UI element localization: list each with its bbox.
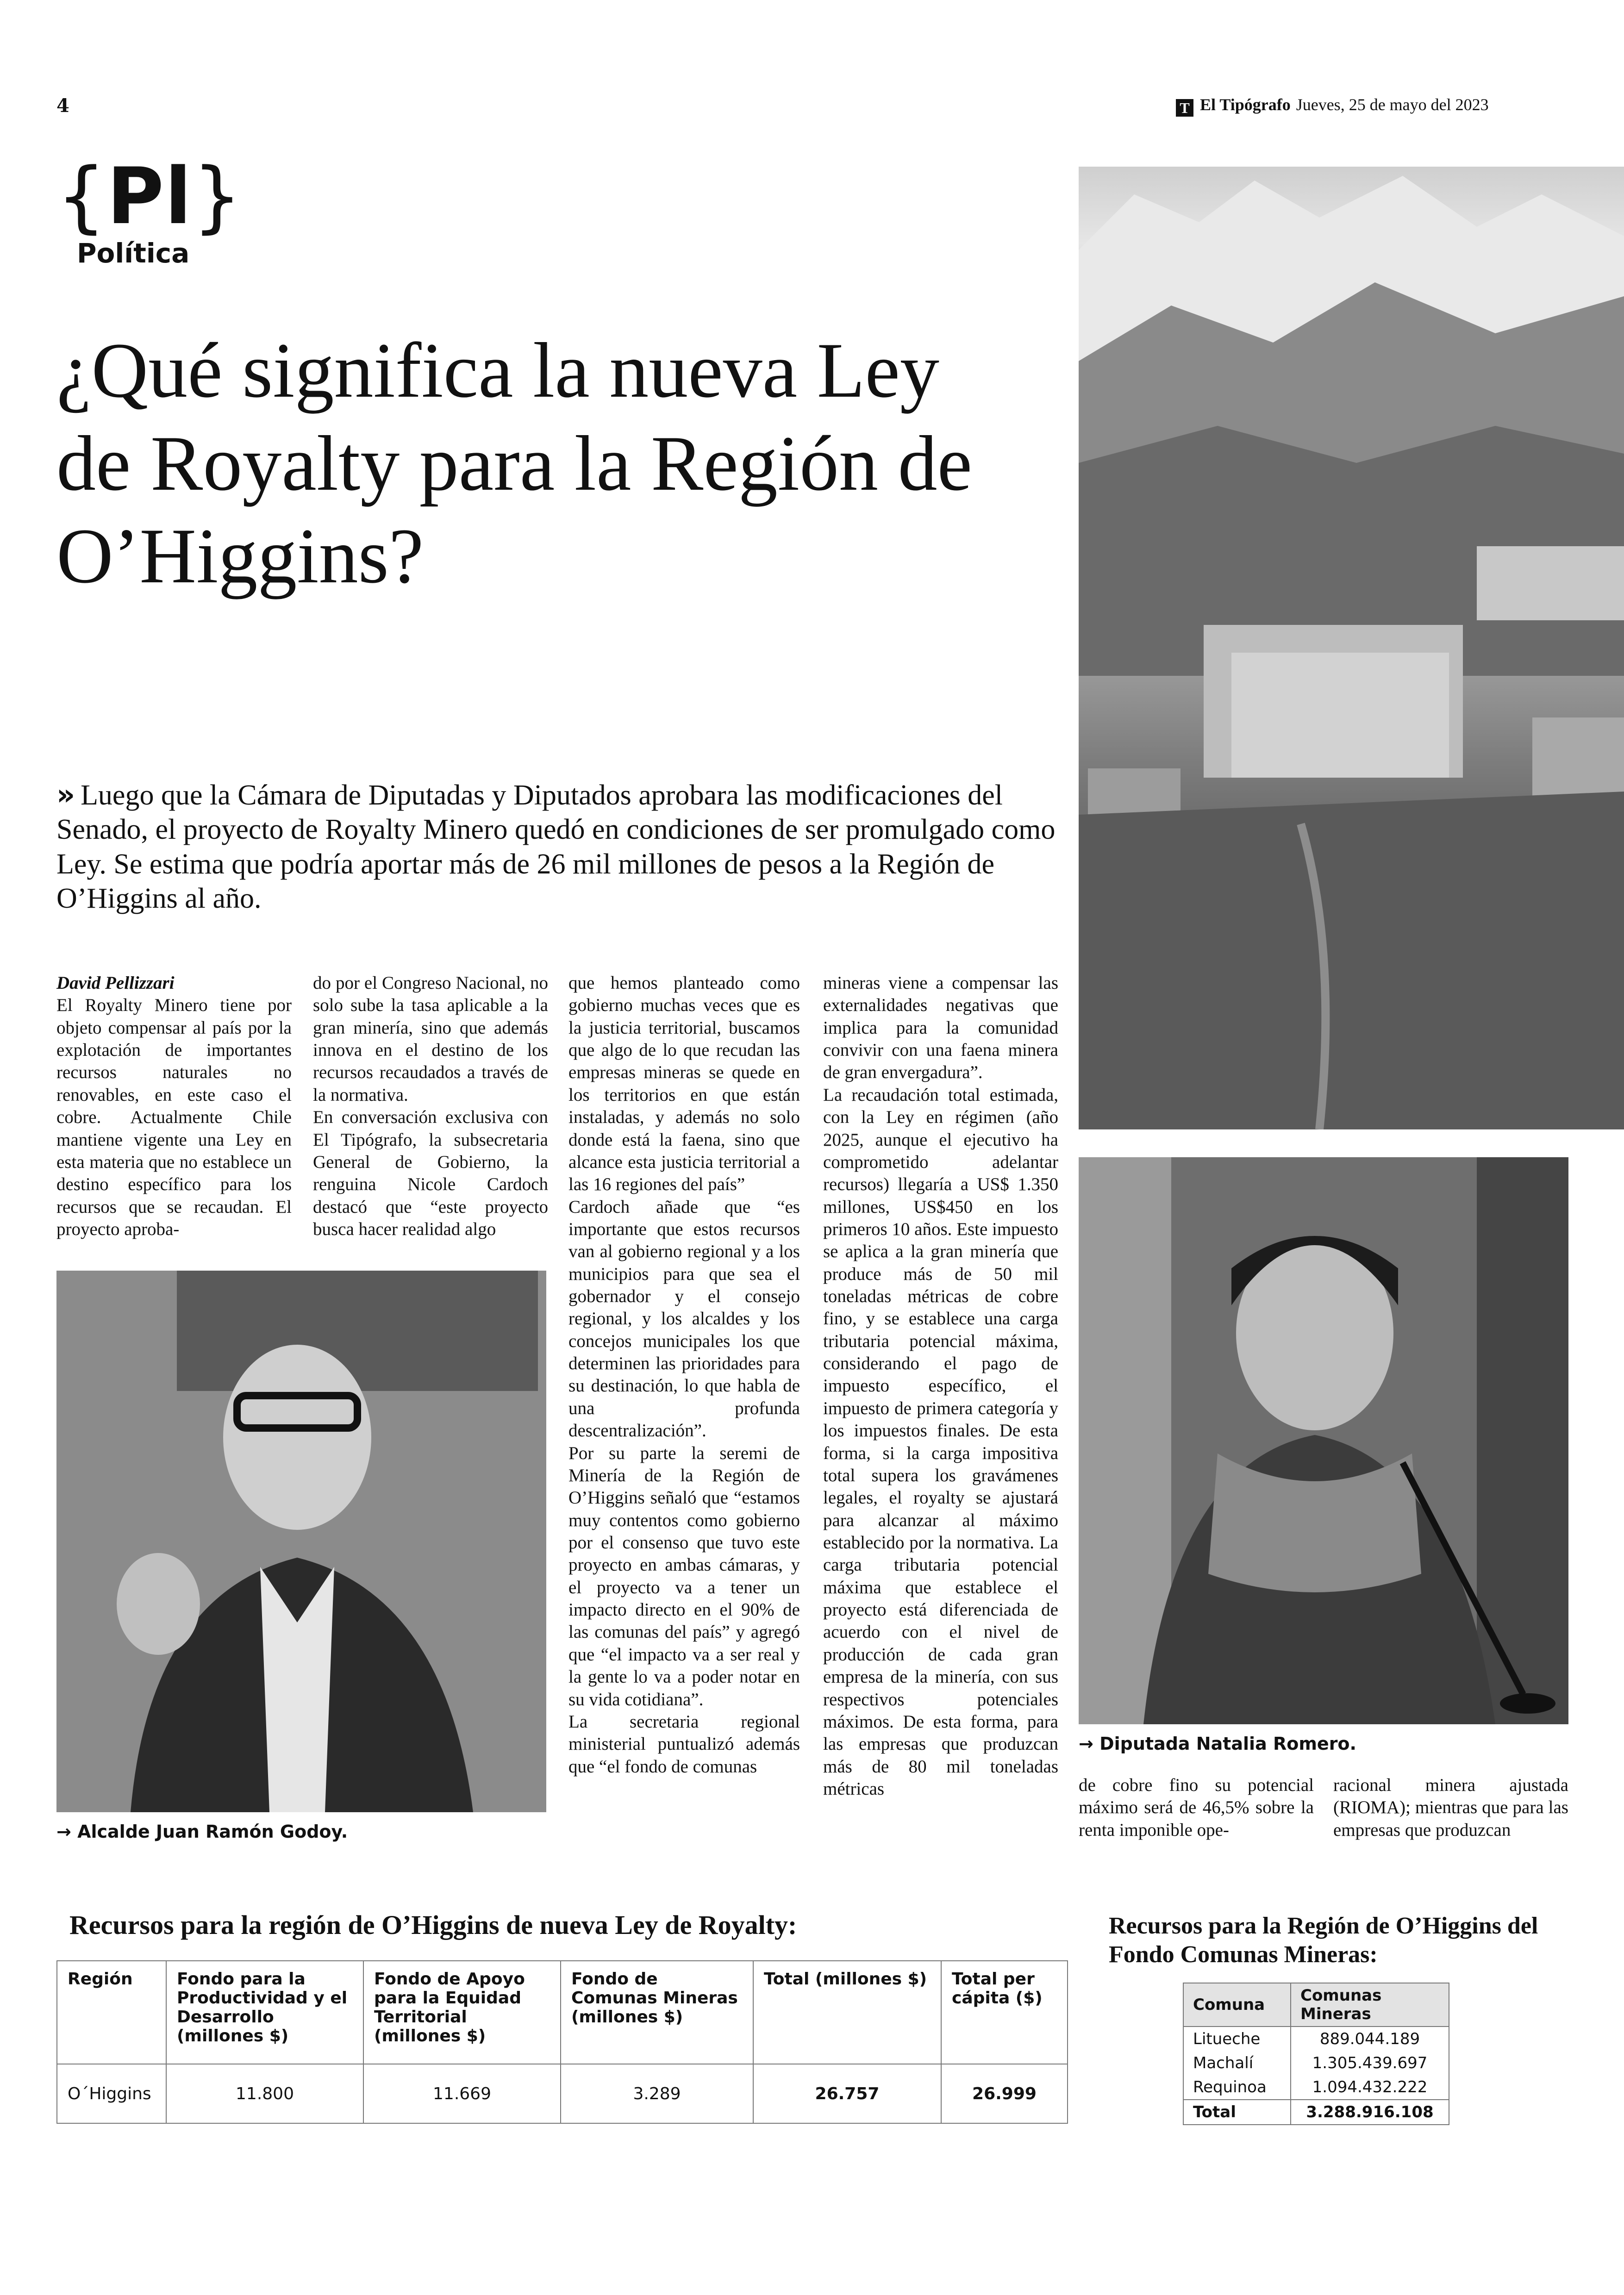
table-header-cell: Total per cápita ($) (941, 1961, 1068, 2064)
paragraph: En conversación exclusiva con El Tipógrafo, la subsecretaria General de Gobierno, la renguina Nicole Cardoch destacó que “este proyecto busca hacer realidad algo (313, 1107, 548, 1239)
mine-landscape-photo (1079, 167, 1624, 1129)
table-cell: Requinoa (1183, 2075, 1291, 2100)
article-column-4 (823, 972, 1058, 1800)
table-cell: 1.305.439.697 (1291, 2051, 1449, 2075)
masthead (1176, 95, 1489, 117)
publication-logo-icon: T (1176, 99, 1193, 117)
table-header-cell: Fondo de Apoyo para la Equidad Territorial (millones $) (363, 1961, 561, 2064)
table-header-row (1183, 1983, 1449, 2027)
table-cell: 11.800 (166, 2064, 363, 2123)
table-header-cell: Fondo para la Productividad y el Desarrollo (millones $) (166, 1961, 363, 2064)
article-column-1 (56, 972, 292, 1241)
comunas-mineras-table (1183, 1983, 1449, 2125)
table-header-cell: Total (millones $) (753, 1961, 941, 2064)
table-cell: 26.999 (941, 2064, 1068, 2123)
table-cell: 11.669 (363, 2064, 561, 2123)
table-row (57, 2064, 1068, 2123)
table-row (1183, 2075, 1449, 2100)
paragraph: Cardoch añade que “es importante que estos recursos van al gobierno regional y a los municipios para que sea el gobernador y el consejo regional, y los alcaldes y los concejos municipales los que determinen las prioridades para su destinación, lo que habla de una profunda descentralización”. (568, 1197, 800, 1441)
caption-arrow-icon: → (1079, 1734, 1093, 1754)
godoy-portrait-photo (56, 1271, 546, 1812)
table-header-cell: Región (57, 1961, 166, 2064)
table-cell: 3.289 (561, 2064, 753, 2123)
table-header-row (57, 1961, 1068, 2064)
lead-marker-icon: » (56, 778, 75, 811)
paragraph: Por su parte la seremi de Minería de la Región de O’Higgins señaló que “estamos muy contentos como gobierno por el consenso que tuvo este proyecto en ambas cámaras, y el proyecto va a tener un impacto directo en el 90% de las comunas del país” y agregó que “el impacto va a ser real y la gente lo va a poder notar en su vida cotidiana”. (568, 1443, 800, 1709)
table-cell: Machalí (1183, 2051, 1291, 2075)
royalty-resources-table (56, 1960, 1068, 2124)
section-badge (56, 151, 243, 269)
section-name: Política (77, 237, 190, 269)
table-header-cell: Comunas Mineras (1291, 1983, 1449, 2027)
byline: David Pellizzari (56, 973, 175, 993)
article-column-5 (1079, 1774, 1314, 1841)
article-column-6 (1333, 1774, 1568, 1841)
paragraph: La recaudación total estimada, con la Ley en régimen (año 2025, aunque el ejecutivo ha comprometido adelantar recursos) llegaría a US$ 1.350 millones, US$450 en los primeros 10 años. Este impuesto se aplica a la gran minería que produce más de 50 mil toneladas métricas de cobre fino, y se establece una carga tributaria potencial máxima, considerando el pago de impuesto específico, el impuesto de primera categoría y los impuestos finales. De esta forma, si la carga impositiva total supera los gravámenes legales, el royalty se ajustará para alcanzar al máximo establecido por la normativa. La carga tributaria potencial máxima que establece el proyecto está diferenciada de acuerdo con el nivel de producción de cada gran empresa de la minería, con sus respectivos potenciales máximos. De esta forma, para las empresas que produzcan más de 80 mil toneladas métricas (823, 1085, 1059, 1799)
table-header-cell: Comuna (1183, 1983, 1291, 2027)
article-column-3 (568, 972, 800, 1778)
table-cell: O´Higgins (57, 2064, 166, 2123)
table-row (1183, 2051, 1449, 2075)
article-column-2 (313, 972, 548, 1241)
table-cell: 3.288.916.108 (1291, 2100, 1449, 2125)
publication-name: El Tipógrafo (1200, 95, 1291, 114)
table-cell: Litueche (1183, 2027, 1291, 2051)
table-cell: 1.094.432.222 (1291, 2075, 1449, 2100)
comunas-table-title: Recursos para la Región de O’Higgins del Fondo Comunas Mineras: (1109, 1913, 1538, 1968)
godoy-photo-caption: → Alcalde Juan Ramón Godoy. (56, 1821, 348, 1842)
issue-date: Jueves, 25 de mayo del 2023 (1296, 95, 1489, 114)
paragraph: racional minera ajustada (RIOMA); mientras que para las empresas que produzcan (1333, 1775, 1568, 1840)
table-cell: Total (1183, 2100, 1291, 2125)
paragraph: La secretaria regional ministerial puntualizó además que “el fondo de comunas (568, 1711, 800, 1777)
caption-arrow-icon: → (56, 1821, 71, 1842)
table-cell: 26.757 (753, 2064, 941, 2123)
romero-photo-caption: → Diputada Natalia Romero. (1079, 1734, 1356, 1754)
romero-portrait-photo (1079, 1157, 1568, 1724)
paragraph: que hemos planteado como gobierno muchas veces que es la justicia territorial, buscamos que algo de lo que recudan las empresas mineras se quede en los territorios en que están instaladas, y además no solo donde está la faena, sino que alcance esta justicia territorial a las 16 regiones del país” (568, 973, 800, 1195)
section-code: {Pl} (56, 151, 243, 242)
page-number: 4 (56, 95, 69, 117)
paragraph: de cobre fino su potencial máximo será de 46,5% sobre la renta imponible ope- (1079, 1775, 1314, 1840)
paragraph: El Royalty Minero tiene por objeto compensar al país por la explotación de importantes recursos naturales no renovables, en este caso el cobre. Actualmente Chile mantiene vigente una Ley en esta materia que no establece un destino específico para los recursos que se recaudan. El proyecto aproba- (56, 995, 292, 1239)
royalty-table-title: Recursos para la región de O’Higgins de nueva Ley de Royalty: (69, 1910, 797, 1940)
table-total-row (1183, 2100, 1449, 2125)
lead-paragraph (56, 778, 1056, 916)
table-cell: 889.044.189 (1291, 2027, 1449, 2051)
paragraph: do por el Congreso Nacional, no solo sube la tasa aplicable a la gran minería, sino que además innova en el destino de los recursos recaudados a través de la normativa. (313, 973, 548, 1105)
paragraph: mineras viene a compensar las externalidades negativas que implica para la comunidad convivir con una faena minera de gran envergadura”. (823, 973, 1058, 1083)
headline: ¿Qué significa la nueva Ley de Royalty para la Región de O’Higgins? (56, 327, 972, 600)
lead-text: Luego que la Cámara de Diputadas y Diputados aprobara las modificaciones del Senado, el proyecto de Royalty Minero quedó en condiciones de ser promulgado como Ley. Se estima que podría aportar más de 26 mil millones de pesos a la Región de O’Higgins al año. (56, 780, 1056, 915)
table-header-cell: Fondo de Comunas Mineras (millones $) (561, 1961, 753, 2064)
table-row (1183, 2027, 1449, 2051)
